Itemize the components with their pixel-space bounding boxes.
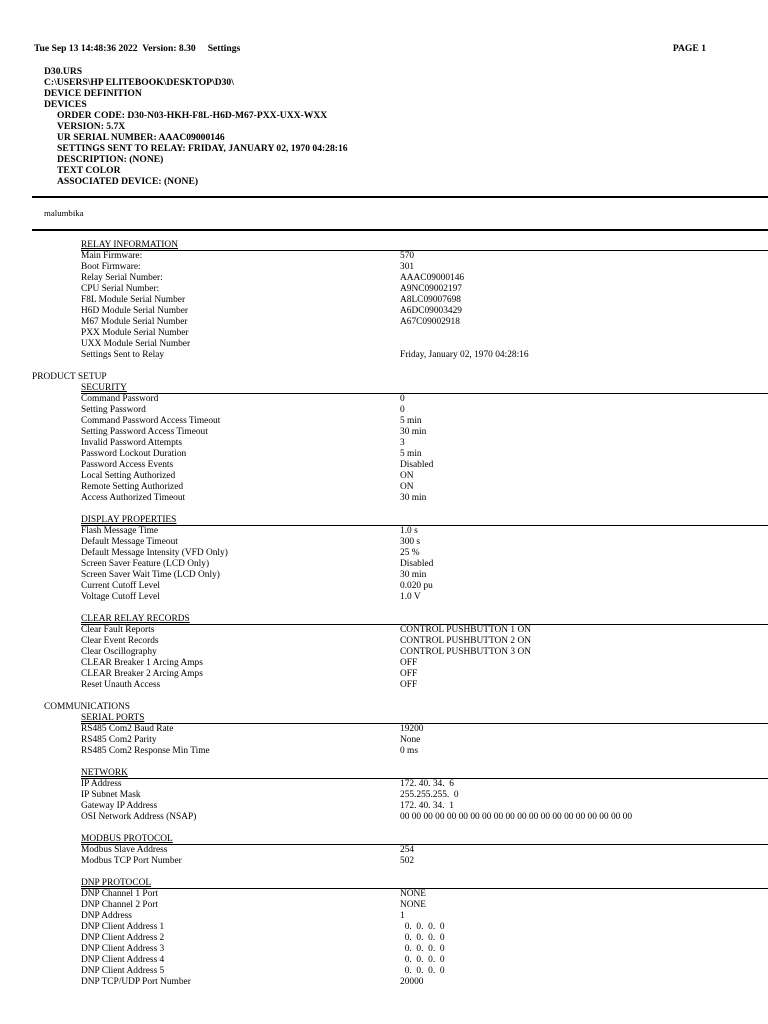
setting-value: 30 min — [400, 493, 427, 503]
setting-row — [0, 482, 768, 493]
setting-name: Clear Fault Reports — [81, 625, 155, 635]
setting-name: DNP Address — [81, 911, 132, 921]
setting-value: 25 % — [400, 548, 420, 558]
setting-name: UXX Module Serial Number — [81, 339, 191, 349]
setting-name: PXX Module Serial Number — [81, 328, 189, 338]
device-file: D30.URS — [44, 66, 83, 77]
setting-value: ON — [400, 482, 414, 492]
setting-value: 0.020 pu — [400, 581, 433, 591]
setting-value: 502 — [400, 856, 415, 866]
settings-section — [0, 768, 768, 823]
setting-name: IP Subnet Mask — [81, 790, 141, 800]
setting-value: 0 — [400, 405, 405, 415]
setting-value: A9NC09002197 — [400, 284, 462, 294]
settings-sent: SETTINGS SENT TO RELAY: FRIDAY, JANUARY 02, 1970 04:28:16 — [57, 143, 348, 154]
settings-section — [0, 834, 768, 867]
setting-row — [0, 317, 768, 328]
divider-bottom — [32, 229, 768, 231]
setting-row — [0, 427, 768, 438]
setting-value: 0 ms — [400, 746, 418, 756]
setting-row — [0, 680, 768, 691]
device-version: VERSION: 5.7X — [57, 121, 126, 132]
settings-section — [0, 240, 768, 361]
setting-row — [0, 295, 768, 306]
setting-value: 00 00 00 00 00 00 00 00 00 00 00 00 00 00 00 00 00 00 00 00 — [400, 812, 633, 822]
setting-row — [0, 570, 768, 581]
setting-name: Invalid Password Attempts — [81, 438, 183, 448]
setting-row — [0, 658, 768, 669]
settings-section — [0, 515, 768, 603]
setting-value: A67C09002918 — [400, 317, 460, 327]
setting-name: DNP Client Address 5 — [81, 966, 165, 976]
setting-row — [0, 548, 768, 559]
setting-value: 3 — [400, 438, 405, 448]
setting-row — [0, 251, 768, 262]
setting-row — [0, 592, 768, 603]
setting-name: Remote Setting Authorized — [81, 482, 184, 492]
group-title: SECURITY — [81, 383, 768, 394]
associated-device: ASSOCIATED DEVICE: (NONE) — [57, 176, 199, 187]
setting-name: Password Access Events — [81, 460, 174, 470]
setting-name: RS485 Com2 Baud Rate — [81, 724, 174, 734]
setting-value: 0 — [400, 394, 405, 404]
setting-value: 0. 0. 0. 0 — [400, 966, 445, 976]
setting-name: H6D Module Serial Number — [81, 306, 189, 316]
setting-value: 1 — [400, 911, 405, 921]
setting-row — [0, 790, 768, 801]
setting-name: Voltage Cutoff Level — [81, 592, 160, 602]
setting-name: Password Lockout Duration — [81, 449, 187, 459]
setting-row — [0, 339, 768, 350]
setting-name: Reset Unauth Access — [81, 680, 161, 690]
setting-value: A8LC09007698 — [400, 295, 461, 305]
setting-value: 1.0 s — [400, 526, 418, 536]
setting-name: DNP TCP/UDP Port Number — [81, 977, 191, 987]
settings-section — [0, 614, 768, 691]
setting-row — [0, 900, 768, 911]
setting-row — [0, 966, 768, 977]
setting-name: RS485 Com2 Response Min Time — [81, 746, 210, 756]
setting-row — [0, 812, 768, 823]
setting-name: Access Authorized Timeout — [81, 493, 186, 503]
setting-name: Setting Password — [81, 405, 146, 415]
setting-name: DNP Channel 2 Port — [81, 900, 158, 910]
setting-row — [0, 735, 768, 746]
setting-value: A6DC09003429 — [400, 306, 462, 316]
setting-row — [0, 262, 768, 273]
setting-value: 30 min — [400, 570, 427, 580]
setting-value: 0. 0. 0. 0 — [400, 944, 445, 954]
setting-name: Default Message Intensity (VFD Only) — [81, 548, 228, 558]
setting-row — [0, 438, 768, 449]
group-title: SERIAL PORTS — [81, 713, 768, 724]
setting-row — [0, 493, 768, 504]
setting-row — [0, 284, 768, 295]
setting-name: CLEAR Breaker 1 Arcing Amps — [81, 658, 203, 668]
setting-name: DNP Client Address 4 — [81, 955, 165, 965]
subsection-title: COMMUNICATIONS — [44, 702, 130, 712]
setting-row — [0, 669, 768, 680]
top-section-title: PRODUCT SETUP — [32, 372, 107, 382]
setting-row — [0, 306, 768, 317]
device-description: DESCRIPTION: (NONE) — [57, 154, 164, 165]
ur-serial-number: UR SERIAL NUMBER: AAAC09000146 — [57, 132, 225, 143]
setting-value: 301 — [400, 262, 415, 272]
setting-row — [0, 581, 768, 592]
setting-value: CONTROL PUSHBUTTON 3 ON — [400, 647, 531, 657]
setting-row — [0, 779, 768, 790]
setting-name: Gateway IP Address — [81, 801, 158, 811]
report-header — [34, 43, 706, 54]
setting-value: 5 min — [400, 416, 422, 426]
setting-value: 172. 40. 34. 1 — [400, 801, 454, 811]
settings-content — [0, 240, 768, 999]
setting-row — [0, 911, 768, 922]
settings-section — [0, 372, 768, 504]
setting-value: AAAC09000146 — [400, 273, 465, 283]
setting-value: 5 min — [400, 449, 422, 459]
setting-value: 0. 0. 0. 0 — [400, 922, 445, 932]
setting-name: Boot Firmware: — [81, 262, 141, 272]
setting-value: OFF — [400, 669, 418, 679]
setting-name: Modbus Slave Address — [81, 845, 168, 855]
setting-name: Screen Saver Wait Time (LCD Only) — [81, 570, 220, 580]
setting-name: Local Setting Authorized — [81, 471, 176, 481]
setting-name: DNP Channel 1 Port — [81, 889, 158, 899]
setting-name: Setting Password Access Timeout — [81, 427, 208, 437]
setting-name: Command Password — [81, 394, 159, 404]
setting-value: 300 s — [400, 537, 421, 547]
setting-row — [0, 801, 768, 812]
setting-row — [0, 955, 768, 966]
setting-name: Main Firmware: — [81, 251, 143, 261]
setting-row — [0, 416, 768, 427]
setting-row — [0, 944, 768, 955]
group-title: DISPLAY PROPERTIES — [81, 515, 768, 526]
setting-name: Flash Message Time — [81, 526, 159, 536]
setting-row — [0, 350, 768, 361]
device-path: C:\USERS\HP ELITEBOOK\DESKTOP\D30\ — [44, 77, 234, 88]
setting-name: CPU Serial Number: — [81, 284, 160, 294]
setting-value: 172. 40. 34. 6 — [400, 779, 454, 789]
report-section: Settings — [207, 43, 241, 54]
author-name: malumbika — [44, 208, 84, 218]
setting-row — [0, 647, 768, 658]
setting-value: Disabled — [400, 559, 434, 569]
setting-row — [0, 537, 768, 548]
device-info — [44, 66, 348, 187]
setting-value: ON — [400, 471, 414, 481]
group-title: DNP PROTOCOL — [81, 878, 768, 889]
setting-value: 19200 — [400, 724, 424, 734]
group-title: MODBUS PROTOCOL — [81, 834, 768, 845]
setting-value: 20000 — [400, 977, 424, 987]
setting-row — [0, 471, 768, 482]
setting-row — [0, 933, 768, 944]
setting-row — [0, 856, 768, 867]
setting-row — [0, 460, 768, 471]
divider-top — [32, 196, 768, 198]
setting-name: Command Password Access Timeout — [81, 416, 221, 426]
setting-name: Clear Event Records — [81, 636, 159, 646]
setting-name: Current Cutoff Level — [81, 581, 160, 591]
report-version: Version: 8.30 — [142, 43, 196, 54]
setting-value: 255.255.255. 0 — [400, 790, 459, 800]
setting-value: OFF — [400, 680, 418, 690]
report-datetime: Tue Sep 13 14:48:36 2022 — [34, 43, 138, 54]
setting-value: 30 min — [400, 427, 427, 437]
setting-name: Clear Oscillography — [81, 647, 157, 657]
setting-value: Disabled — [400, 460, 434, 470]
setting-value: 0. 0. 0. 0 — [400, 955, 445, 965]
setting-row — [0, 724, 768, 735]
setting-value: None — [400, 735, 421, 745]
setting-value: 0. 0. 0. 0 — [400, 933, 445, 943]
page-number: PAGE 1 — [672, 43, 706, 54]
setting-name: OSI Network Address (NSAP) — [81, 812, 197, 822]
text-color-label: TEXT COLOR — [57, 165, 121, 176]
setting-value: CONTROL PUSHBUTTON 1 ON — [400, 625, 531, 635]
setting-row — [0, 845, 768, 856]
setting-name: M67 Module Serial Number — [81, 317, 188, 327]
setting-value: OFF — [400, 658, 418, 668]
setting-value: 254 — [400, 845, 415, 855]
setting-value: NONE — [400, 889, 427, 899]
setting-row — [0, 746, 768, 757]
setting-row — [0, 559, 768, 570]
setting-name: IP Address — [81, 779, 122, 789]
settings-section — [0, 702, 768, 757]
setting-name: CLEAR Breaker 2 Arcing Amps — [81, 669, 203, 679]
setting-value: 570 — [400, 251, 415, 261]
setting-row — [0, 889, 768, 900]
setting-value: Friday, January 02, 1970 04:28:16 — [400, 350, 529, 360]
setting-name: Screen Saver Feature (LCD Only) — [81, 559, 210, 569]
setting-row — [0, 394, 768, 405]
setting-row — [0, 405, 768, 416]
device-definition-label: DEVICE DEFINITION — [44, 88, 142, 99]
setting-name: DNP Client Address 3 — [81, 944, 165, 954]
setting-row — [0, 922, 768, 933]
setting-value: NONE — [400, 900, 427, 910]
group-title: NETWORK — [81, 768, 768, 779]
devices-label: DEVICES — [44, 99, 87, 110]
group-title: RELAY INFORMATION — [81, 240, 768, 251]
setting-name: Settings Sent to Relay — [81, 350, 165, 360]
setting-row — [0, 526, 768, 537]
setting-name: Relay Serial Number: — [81, 273, 163, 283]
setting-row — [0, 625, 768, 636]
settings-section — [0, 878, 768, 988]
group-title: CLEAR RELAY RECORDS — [81, 614, 768, 625]
setting-row — [0, 449, 768, 460]
setting-row — [0, 977, 768, 988]
setting-name: F8L Module Serial Number — [81, 295, 186, 305]
setting-value: CONTROL PUSHBUTTON 2 ON — [400, 636, 531, 646]
setting-row — [0, 328, 768, 339]
setting-name: DNP Client Address 1 — [81, 922, 165, 932]
setting-row — [0, 273, 768, 284]
setting-value: 1.0 V — [400, 592, 421, 602]
setting-name: Modbus TCP Port Number — [81, 856, 182, 866]
setting-name: Default Message Timeout — [81, 537, 178, 547]
setting-row — [0, 636, 768, 647]
order-code: ORDER CODE: D30-N03-HKH-F8L-H6D-M67-PXX-UXX-WXX — [57, 110, 328, 121]
setting-name: RS485 Com2 Parity — [81, 735, 157, 745]
setting-name: DNP Client Address 2 — [81, 933, 165, 943]
